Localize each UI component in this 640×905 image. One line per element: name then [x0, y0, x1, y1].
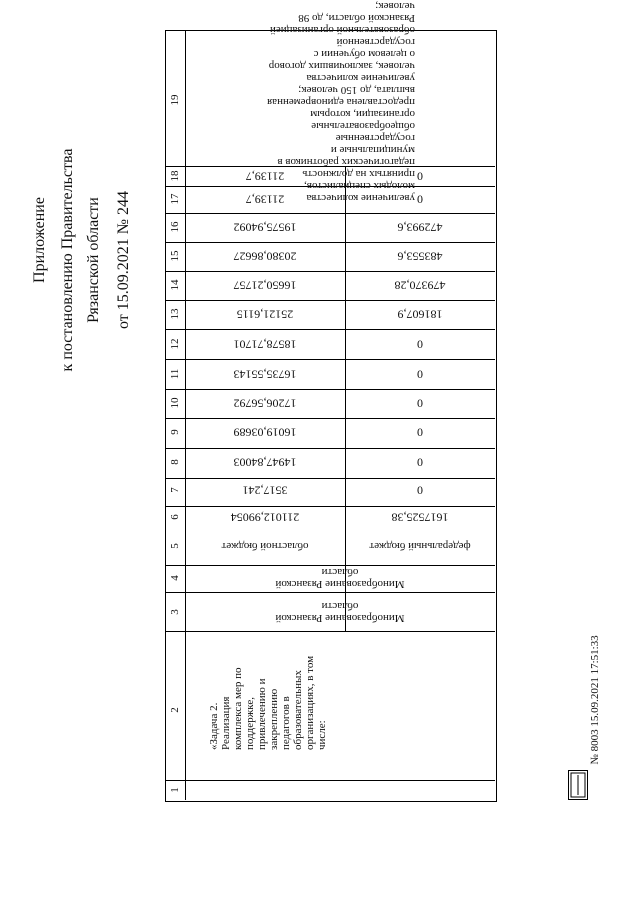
col-number-13: 13 — [169, 308, 181, 320]
regional-value-3: 14947,84003 — [233, 455, 297, 470]
regional-value-12: 21139,7 — [245, 192, 285, 207]
federal-value-7: 0 — [417, 337, 423, 352]
table-line — [165, 242, 495, 243]
col-number-14: 14 — [169, 279, 181, 291]
col-number-9: 9 — [169, 429, 181, 435]
budget-federal: федеральный бюджет — [369, 540, 471, 552]
table-line — [165, 359, 495, 360]
federal-value-12: 0 — [417, 192, 423, 207]
federal-value-8: 181607,9 — [397, 307, 443, 322]
task-text: «Задача 2. Реализация комплекса мер по поддержке, привлечению и закреплению педагогов в образовательных организациях, в том числе: — [207, 655, 328, 750]
col-number-16: 16 — [169, 221, 181, 233]
table-line — [345, 166, 346, 631]
col-number-15: 15 — [169, 250, 181, 262]
federal-value-9: 479370,28 — [394, 278, 446, 293]
col4-text: Минобразование Рязанской области — [275, 566, 405, 590]
col-number-18: 18 — [169, 170, 181, 182]
table-line — [165, 271, 495, 272]
col-number-5: 5 — [169, 543, 181, 549]
header-line-4: от 15.09.2021 № 244 — [115, 190, 132, 330]
regional-value-1: 211012,99054 — [230, 510, 300, 525]
regional-value-8: 25121,6115 — [236, 307, 294, 322]
col-number-8: 8 — [169, 459, 181, 465]
result-text: увеличение количества молодых специалистов, принятых на должность педагогических работников в муниципальные и государственные общеобразовательные организации, которым предоставлена единовременная выплата, до 150 человек; увеличение количества человек, заключивших договор о целевом обучении с государственной образовательной организацией Рязанской области, до 98 человек; — [267, 0, 415, 204]
regional-value-6: 16735,55143 — [233, 367, 297, 382]
table-line — [165, 592, 495, 593]
col-number-12: 12 — [169, 338, 181, 350]
table-line — [165, 478, 495, 479]
regional-value-10: 20380,86627 — [233, 249, 297, 264]
federal-value-1: 1617525,38 — [391, 510, 449, 525]
col-number-1: 1 — [169, 787, 181, 793]
table-line — [165, 418, 495, 419]
table-line — [165, 780, 495, 781]
federal-value-6: 0 — [417, 367, 423, 382]
federal-value-11: 472993,6 — [397, 220, 443, 235]
regional-value-9: 16650,21757 — [233, 278, 297, 293]
col3-text: Минобразование Рязанской области — [275, 600, 405, 624]
federal-value-13: 0 — [417, 169, 423, 184]
federal-value-10: 483553,6 — [397, 249, 443, 264]
federal-value-3: 0 — [417, 455, 423, 470]
col-number-19: 19 — [169, 94, 181, 106]
col-number-17: 17 — [169, 193, 181, 205]
table-line — [165, 631, 495, 632]
header-line-1: Приложение — [31, 197, 48, 283]
regional-value-2: 3517,241 — [242, 483, 288, 498]
federal-value-2: 0 — [417, 483, 423, 498]
emblem-icon — [568, 770, 588, 800]
regional-value-5: 17206,56792 — [233, 396, 297, 411]
col-number-4: 4 — [169, 575, 181, 581]
table-line — [165, 300, 495, 301]
regional-value-11: 19575,94092 — [233, 220, 297, 235]
table-line — [165, 448, 495, 449]
registration-stamp: № 8003 15.09.2021 17:51:33 — [589, 635, 601, 765]
col-number-3: 3 — [169, 609, 181, 615]
table-line — [165, 329, 495, 330]
federal-value-5: 0 — [417, 396, 423, 411]
table-line — [165, 506, 495, 507]
document-header — [20, 120, 140, 380]
col-number-6: 6 — [169, 514, 181, 520]
header-line-3: Рязанской области — [85, 197, 102, 323]
task-cell — [185, 650, 350, 750]
budget-regional: областной бюджет — [221, 540, 309, 552]
table-line — [165, 213, 495, 214]
col-number-2: 2 — [169, 707, 181, 713]
federal-value-4: 0 — [417, 425, 423, 440]
regional-value-13: 21139,7 — [245, 169, 285, 184]
col-number-10: 10 — [169, 397, 181, 409]
col-number-11: 11 — [169, 368, 181, 380]
regional-value-4: 16019,03689 — [233, 425, 297, 440]
col-number-7: 7 — [169, 487, 181, 493]
regional-value-7: 18578,71701 — [233, 337, 297, 352]
table-line — [165, 389, 495, 390]
header-line-2: к постановлению Правительства — [59, 148, 76, 372]
